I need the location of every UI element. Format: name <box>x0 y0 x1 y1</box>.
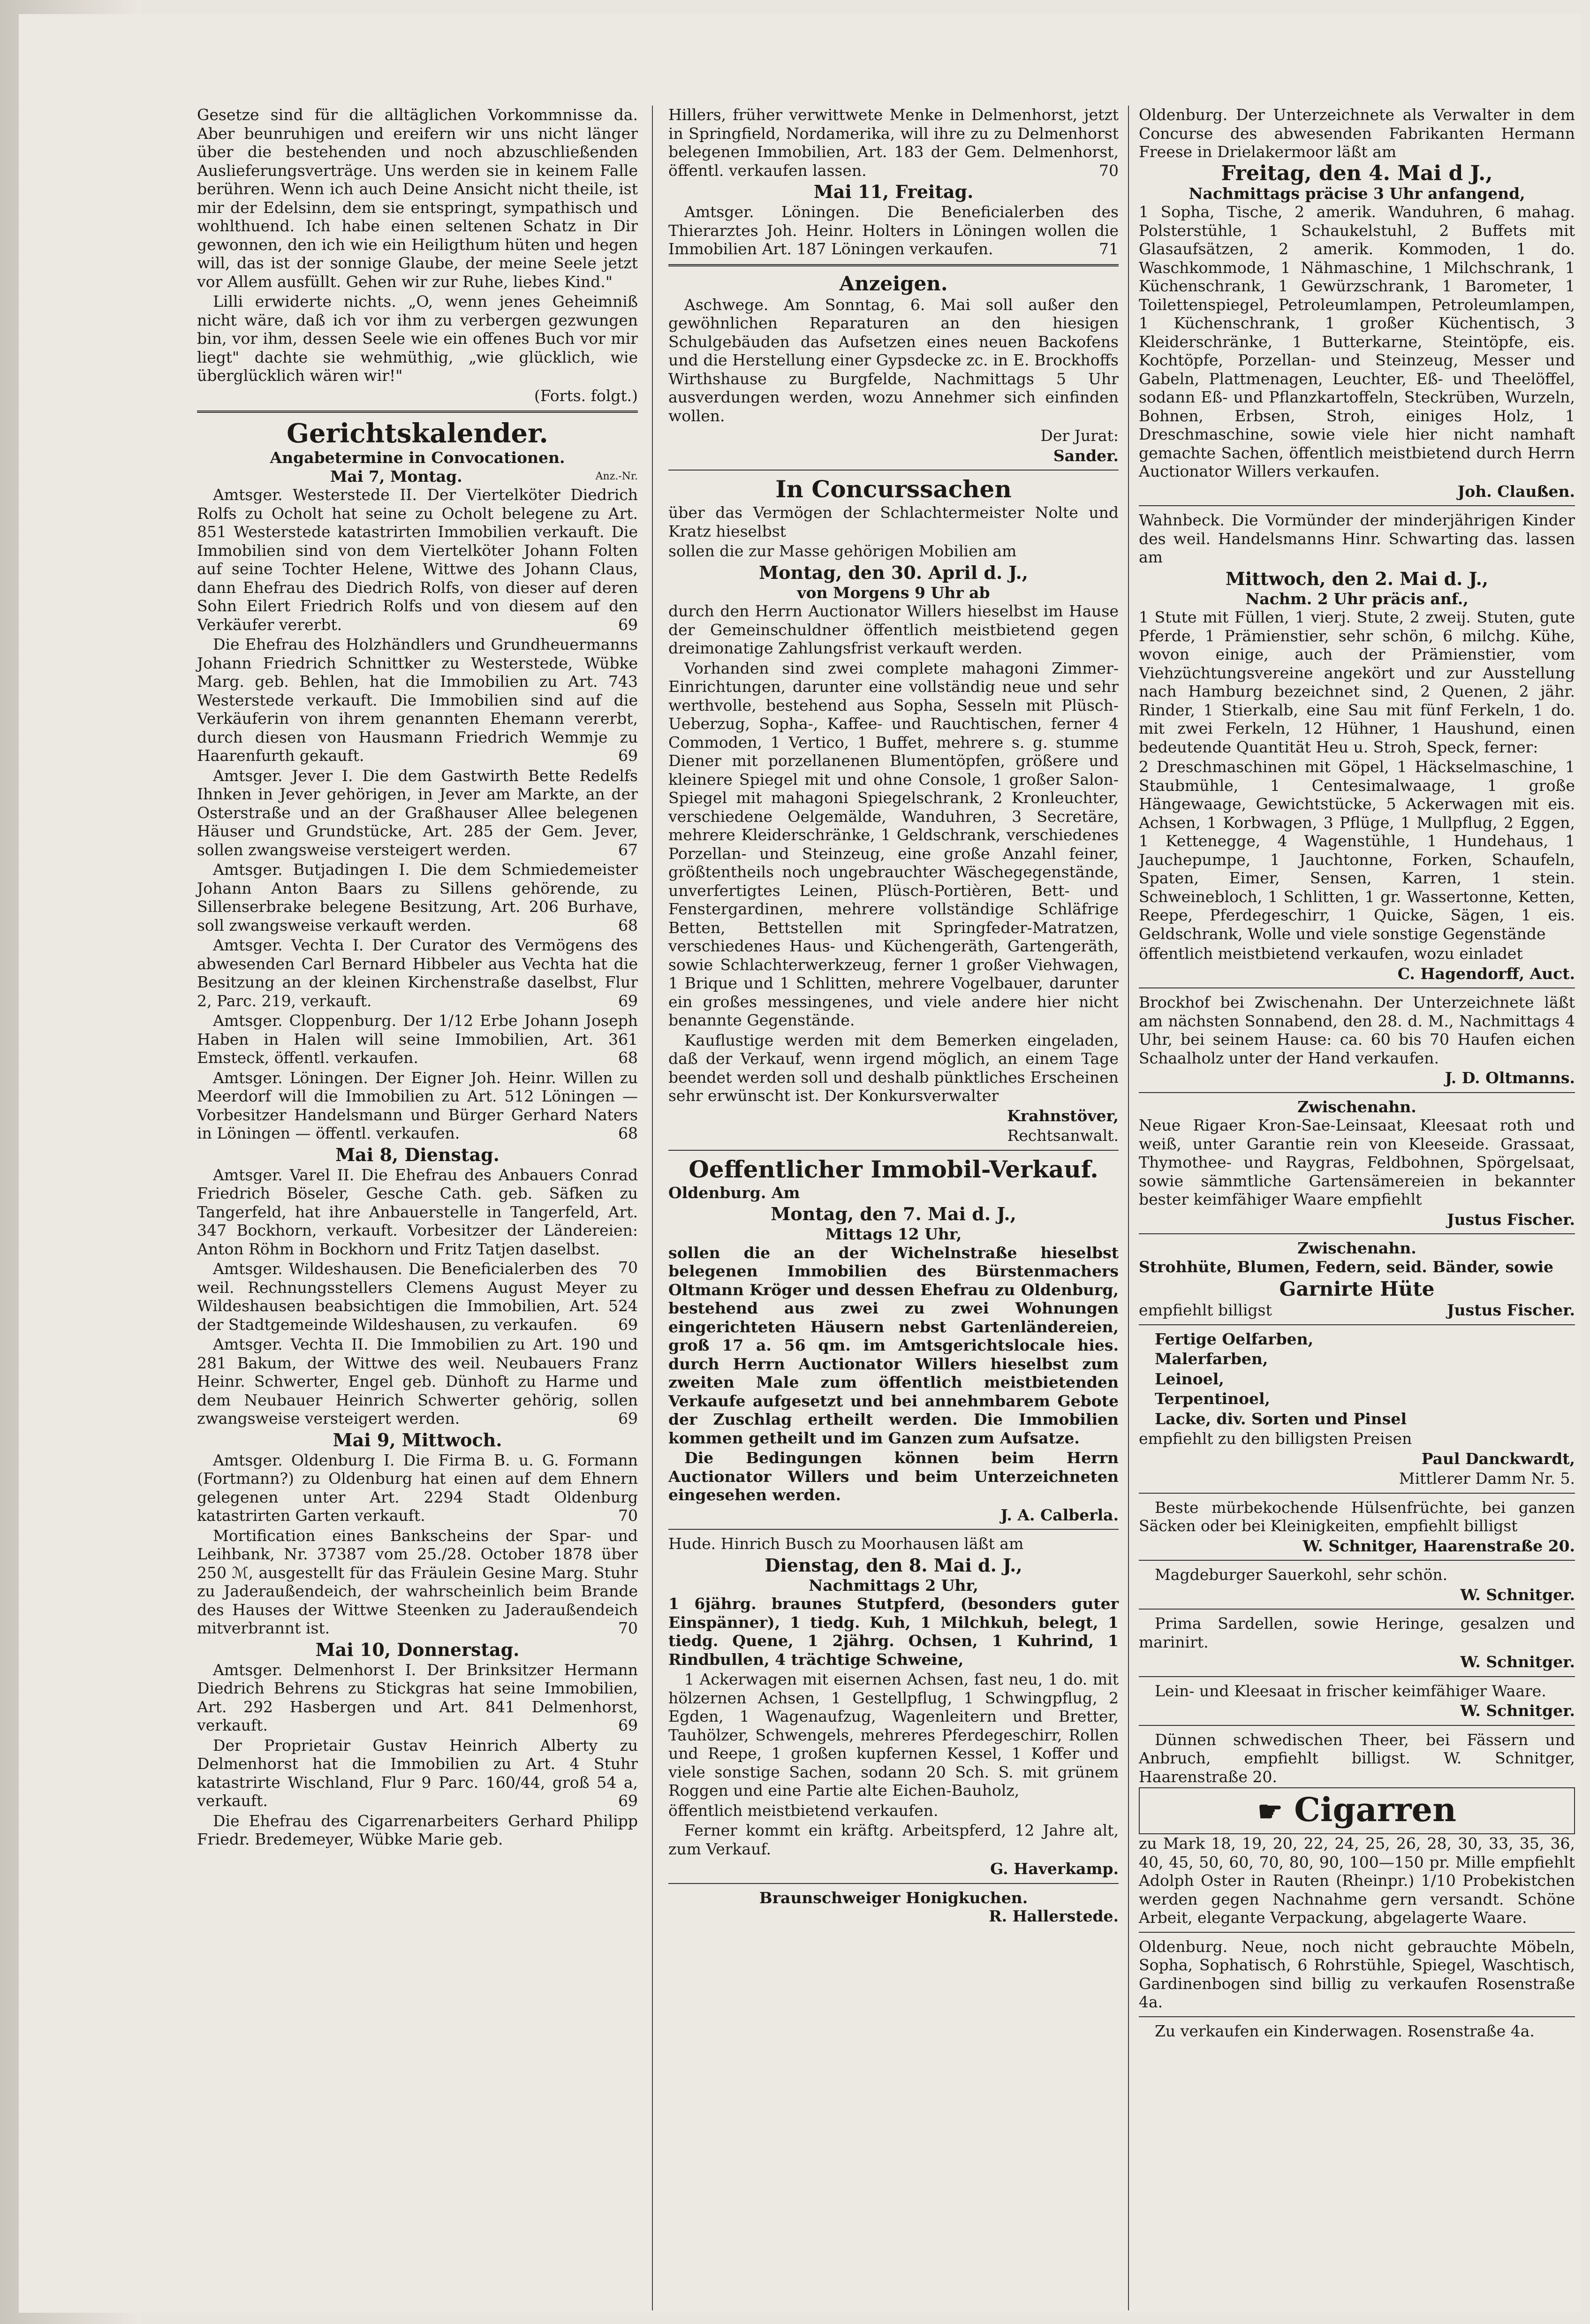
advert-text: durch den Herrn Auctionator Willers hieselbst im Hause der Gemeinschuldner öffentlich meistbietend gegen dreimonatige Zahlungsfrist verkauft werden. <box>668 602 1119 657</box>
divider <box>668 1883 1119 1884</box>
advert-text: Beste mürbekochende Hülsenfrüchte, bei ganzen Säcken oder bei Kleinigkeiten, empfiehlt billigst <box>1139 1498 1575 1535</box>
advert-text: 2 Dreschmaschinen mit Göpel, 1 Häckselmaschine, 1 Staubmühle, 1 Centesimalwaage, 1 große Hängewaage, Gewichtstücke, 5 Ackerwagen mit eis. Achsen, 1 Korbwagen, 3 Pflüge, 1 Mullpflug, 2 Eggen, 1 Kettenegge, 4 Wagenstühle, 1 Hundehaus, 1 Jauchepumpe, 1 Jauchtonne, Forken, Schaufeln, Spaten, Eimer, Sensen, Karren, 1 stein. Schweinebloch, 1 Schlitten, 1 gr. Wassertonne, Ketten, Reepe, Pferdegeschirr, 1 Quicke, Sägen, 1 eis. Geldschrank, Wolle und viele sonstige Gegenstände <box>1139 758 1575 943</box>
advert-line: Lacke, div. Sorten und Pinsel <box>1155 1409 1407 1428</box>
divider <box>1139 1609 1575 1610</box>
court-entry: Amtsger. Delmenhorst I. Der Brinksitzer Hermann Diedrich Behrens zu Stickgras hat seine Immobilien, Art. 292 Hasbergen und Art. 841 Delmenhorst, verkauft. 69 <box>197 1660 638 1734</box>
story-text: Gesetze sind für die alltäglichen Vorkommnisse da. Aber beunruhigen und ereifern wir uns nicht länger über die bestehenden und noch abzuschließenden Auslieferungsverträge. Uns werden sie in keinem Falle berühren. Wenn ich auch Deine Ansicht nicht theile, ist mir der Edelsinn, dem sie entspringt, sympathisch und wohlthuend. Ich habe einen seltenen Schatz in Dir gewonnen, den ich wie ein Heiligthum hüten und hegen will, das ist der sonnige Glaube, der meine Seele jetzt vor Allem ausfüllt. Gehen wir zur Ruhe, liebes Kind." <box>197 106 638 291</box>
divider <box>668 1150 1119 1151</box>
advert-text: Magdeburger Sauerkohl, sehr schön. <box>1155 1565 1448 1584</box>
advert-text: Zu verkaufen ein Kinderwagen. Rosenstraße 4a. <box>1155 2021 1535 2040</box>
section-title: Gerichtskalender. <box>287 418 548 449</box>
advert-title: Garnirte Hüte <box>1279 1277 1435 1300</box>
story-text: Lilli erwiderte nichts. „O, wenn jenes Geheimniß nicht wäre, daß ich vor ihm zu verbergen gezwungen bin, vor ihm, dessen Seele wie ein offenes Buch vor mir liegt" dachte sie wehmüthig, „wie glücklich, wie überglücklich wären wir!" <box>197 292 638 385</box>
advert-signature: J. D. Oltmanns. <box>1445 1069 1575 1087</box>
section-subtitle: Angabetermine in Convocationen. <box>270 448 565 467</box>
court-entry: Amtsger. Wildeshausen. Die Beneficialerben des weil. Rechnungsstellers Clemens August Meyer zu Wildeshausen beabsichtigen die Immobilien, Art. 524 der Stadtgemeinde Wildeshausen, zu verkaufen. 69 <box>197 1260 638 1334</box>
column-3 <box>1139 106 1575 2042</box>
divider <box>1139 1493 1575 1494</box>
advert-time: von Morgens 9 Uhr ab <box>797 583 990 602</box>
divider <box>1139 2016 1575 2017</box>
advert-text: Brockhof bei Zwischenahn. Der Unterzeichnete läßt am nächsten Sonnabend, den 28. d. M., Nachmittags 4 Uhr, bei seinem Hause: ca. 60 bis 70 Haufen eichen Schaalholz unter der Hand verkaufen. <box>1139 993 1575 1067</box>
cigar-ad-title: ☛ Cigarren <box>1139 1787 1575 1834</box>
court-entry: Mortification eines Bankscheins der Spar- und Leihbank, Nr. 37387 vom 25./28. October 1878 über 250 ℳ, ausgestellt für das Fräulein Gesine Marg. Stuhr zu Jaderaußendeich, der wahrscheinlich beim Brande des Hauses der Wittwe Steenken zu Jaderaußendeich mitverbrannt ist. 70 <box>197 1526 638 1637</box>
advert-date: Dienstag, den 8. Mai d. J., <box>765 1554 1022 1576</box>
column-rule-2 <box>1128 106 1129 2310</box>
advert-text: öffentlich meistbietend verkaufen. <box>668 1801 939 1820</box>
advert-text: Hude. Hinrich Busch zu Moorhausen läßt am <box>668 1534 1024 1553</box>
advert-text: Wahnbeck. Die Vormünder der minderjährigen Kinder des weil. Handelsmanns Hinr. Schwarting das. lassen am <box>1139 511 1575 566</box>
advert-text: Oldenburg. Neue, noch nicht gebrauchte Möbeln, Sopha, Sophatisch, 6 Rohrstühle, Spiegel, Waschtisch, Gardinenbogen sind billig zu verkaufen Rosenstraße 4a. <box>1139 1937 1575 2011</box>
advert-signature: R. Hallerstede. <box>989 1907 1119 1925</box>
advert-line: Fertige Oelfarben, <box>1155 1329 1314 1348</box>
divider <box>668 470 1119 471</box>
ads-title: Anzeigen. <box>839 272 948 295</box>
divider <box>1139 1233 1575 1234</box>
advert-signature: W. Schnitger. <box>1460 1653 1575 1671</box>
advert-time: Nachmittags 2 Uhr, <box>809 1576 978 1595</box>
advert-text: öffentlich meistbietend verkaufen, wozu einladet <box>1139 944 1523 963</box>
court-entry: Amtsger. Löningen. Die Beneficialerben des Thierarztes Joh. Heinr. Holters in Löningen wollen die Immobilien Art. 187 Löningen verkaufen. 71 <box>668 203 1119 258</box>
advert-text: Vorhanden sind zwei complete mahagoni Zimmer-Einrichtungen, darunter eine vollständig neue und sehr werthvolle, bestehend aus Sopha, Sesseln mit Plüsch-Ueberzug, Sopha-, Kaffee- und Rauchtischen, ferner 4 Commoden, 1 Vertico, 1 Buffet, mehrere s. g. stumme Diener mit porzellanenen Blumentöpfen, größere und kleinere Spiegel mit und ohne Console, 1 großer Salon-Spiegel mit mahagoni Spiegelschrank, 2 Kronleuchter, verschiedene Oelgemälde, Wanduhren, 3 Secretäre, mehrere Kleiderschränke, 1 Geldschrank, verschiedenes Porzellan- und Steinzeug, eine große Anzahl feiner, größtentheils noch ungebrauchter Wäschegegenstände, unverfertigtes Leinen, Plüsch-Portièren, Bett- und Fenstergardinen, mehrere vollständige Schläfrige Betten, Bettstellen mit Springfeder-Matratzen, verschiedenes Haus- und Küchengeräth, Gartengeräth, sowie Schlachterwerkzeug, ferner 1 großer Viehwagen, 1 Brique und 1 Schlitten, mehrere Vogelbauer, darunter ein großes messingenes, und viele andere hier nicht benannte Gegenstände. <box>668 659 1119 1029</box>
advert-signature: W. Schnitger. <box>1460 1701 1575 1720</box>
advert-text: Strohhüte, Blumen, Federn, seid. Bänder, sowie <box>1139 1257 1554 1276</box>
divider <box>1139 1932 1575 1933</box>
advert-signature: W. Schnitger, Haarenstraße 20. <box>1302 1536 1575 1555</box>
court-entry: Amtsger. Varel II. Die Ehefrau des Anbauers Conrad Friedrich Böseler, Gesche Cath. geb. Säfken zu Tangerfeld, hat ihre Anbauerstelle in Tangerfeld, Art. 347 Bockhorn, verkauft. Vorbesitzer der Ländereien: Anton Röhm in Bockhorn und Fritz Tatjen daselbst. 70 <box>197 1165 638 1276</box>
advert-line: Terpentinoel, <box>1155 1390 1271 1408</box>
advert-text: 1 Sopha, Tische, 2 amerik. Wanduhren, 6 mahag. Polsterstühle, 1 Schaukelstuhl, 2 Buffets mit Glasaufsätzen, 2 amerik. Kommoden, 1 do. Waschkommode, 1 Nähmaschine, 1 Milchschrank, 1 Küchenschrank, 1 Gewürzschrank, 1 Barometer, 1 Toilettenspiegel, Petroleumlampen, Petroleumlampen, 1 Küchenschrank, 1 großer Küchentisch, 3 Kleiderschränke, 1 Butterkarne, Steintöpfe, eis. Kochtöpfe, Porzellan- und Steinzeug, Messer und Gabeln, Plattmenagen, Leuchter, Eß- und Theelöffel, sodann Eß- und Pflanzkartoffeln, Steckrüben, Wurzeln, Bohnen, Erbsen, Stroh, einiges Holz, 1 Dreschmaschine, sowie viele hier nicht namhaft gemachte Sachen, öffentlich meistbietend durch Herrn Auctionator Willers verkaufen. <box>1139 203 1575 480</box>
date-heading: Mai 11, Freitag. <box>813 181 974 202</box>
advert-text: Oldenburg. Am <box>668 1183 800 1202</box>
advert-text: Aschwege. Am Sonntag, 6. Mai soll außer den gewöhnlichen Reparaturen an den hiesigen Schulgebäuden das Aufsetzen eines neuen Backofens und die Herstellung einer Gypsdecke zc. in E. Brockhoffs Wirthshause zu Burgfelde, Nachmittags 5 Uhr ausverdungen werden, wozu Annehmer sich einfinden wollen. <box>668 295 1119 425</box>
court-entry: Die Ehefrau des Holzhändlers und Grundheuermanns Johann Friedrich Schnittker zu Westerstede, Wübke Marg. geb. Behlen, hat die Immobilien zu Art. 743 Westerstede verkauft. Die Immobilien sind auf die Verkäuferin von ihrem genannten Ehemann vererbt, durch diesen von Hausmann Friedrich Wemmje zu Haarenfurth gekauft. 69 <box>197 635 638 765</box>
advert-signature: W. Schnitger. <box>1460 1585 1575 1604</box>
divider <box>1139 505 1575 506</box>
advert-text: Oldenburg. Der Unterzeichnete als Verwalter in dem Concurse des abwesenden Fabrikanten Hermann Freese in Drielakermoor läßt am <box>1139 106 1575 161</box>
court-entry: Amtsger. Westerstede II. Der Viertelköter Diedrich Rolfs zu Ocholt hat seine zu Ocholt belegene zu Art. 851 Westerstede katastrirten Immobilien verkauft. Die Immobilien sind von dem Viertelköter Johann Folten auf seine Tochter Helene, Wittwe des Johann Claus, dann Ehefrau des Diedrich Rolfs, von dieser auf deren Sohn Eilert Friedrich Rolfs und von diesem auf den Verkäufer vererbt. 69 <box>197 486 638 634</box>
divider <box>1139 987 1575 988</box>
date-heading: Mai 7, Montag. Anz.-Nr. <box>330 467 638 486</box>
advert-date: Freitag, den 4. Mai d J., <box>1221 161 1493 185</box>
court-entry: Amtsger. Cloppenburg. Der 1/12 Erbe Johann Joseph Haben in Halen will seine Immobilien, Art. 361 Emsteck, öffentl. verkaufen. 68 <box>197 1011 638 1067</box>
date-heading: Mai 10, Donnerstag. <box>315 1639 520 1660</box>
continued-note: (Forts. folgt.) <box>534 386 638 405</box>
advert-signature: Rechtsanwalt. <box>1007 1126 1119 1145</box>
advert-text: empfiehlt billigst Justus Fischer. <box>1139 1301 1575 1319</box>
divider <box>197 410 638 413</box>
advert-line: Leinoel, <box>1155 1369 1224 1388</box>
advert-text: Kauflustige werden mit dem Bemerken eingeladen, daß der Verkauf, wenn irgend möglich, an einem Tage beendet werden soll und deshalb pünktliches Erscheinen sehr erwünscht ist. Der Konkursverwalter <box>668 1031 1119 1105</box>
court-entry: Amtsger. Vechta I. Der Curator des Vermögens des abwesenden Carl Bernard Hibbeler aus Vechta hat die Besitzung an der kleinen Kirchenstraße daselbst, Flur 2, Parc. 219, verkauft. 69 <box>197 936 638 1010</box>
advert-signature: Justus Fischer. <box>1447 1210 1575 1229</box>
divider <box>1139 1560 1575 1561</box>
date-heading: Mai 8, Dienstag. <box>335 1144 500 1165</box>
advert-text: empfiehlt zu den billigsten Preisen <box>1139 1429 1412 1448</box>
column-rule-1 <box>652 106 653 2310</box>
advert-signature: Krahnstöver, <box>1007 1106 1119 1125</box>
advert-text: 1 Ackerwagen mit eisernen Achsen, fast neu, 1 do. mit hölzernen Achsen, 1 Gestellpflug, 1 Schwingpflug, 2 Egden, 1 Wagenaufzug, Wagenleitern und Bretter, Tauhölzer, Schwengels, mehreres Pferdegeschirr, Rollen und Reepe, 1 großen kupfernen Kessel, 1 Koffer und viele sonstige Sachen, sodann 20 Sch. S. mit grünem Roggen und eine Partie alte Eichen-Bauholz, <box>668 1670 1119 1800</box>
advert-text: 1 Stute mit Füllen, 1 vierj. Stute, 2 zweij. Stuten, gute Pferde, 1 Prämienstier, sehr schön, 6 milchg. Kühe, wovon einige, auch der Prämienstier, vom Viehzüchtungsvereine angekört und zur Ausstellung nach Hamburg bezeichnet sind, 2 Quenen, 2 jähr. Rinder, 1 Stierkalb, eine Sau mit fünf Ferkeln, 1 do. mit zwei Ferkeln, 12 Hühner, 1 Haushund, einen bedeutende Quantität Heu u. Stroh, Speck, ferner: <box>1139 608 1575 756</box>
divider <box>1139 1092 1575 1093</box>
advert-heading: Zwischenahn. <box>1297 1239 1416 1257</box>
advert-text: Prima Sardellen, sowie Heringe, gesalzen und marinirt. <box>1139 1614 1575 1651</box>
advert-title: Braunschweiger Honigkuchen. <box>759 1888 1028 1907</box>
court-entry: Amtsger. Löningen. Der Eigner Joh. Heinr. Willen zu Meerdorf will die Immobilien zu Art. 512 Löningen — Vorbesitzer Handelsmann und Bürger Gerhard Naters in Löningen — öffentl. verkaufen. 68 <box>197 1068 638 1142</box>
advert-signature: J. A. Calberla. <box>1000 1505 1119 1524</box>
advert-title: Oeffentlicher Immobil-Verkauf. <box>689 1155 1098 1183</box>
advert-signature: Paul Danckwardt, <box>1421 1449 1575 1468</box>
advert-text: zu Mark 18, 19, 20, 22, 24, 25, 26, 28, 30, 33, 35, 36, 40, 45, 50, 60, 70, 80, 90, 100—150 pr. Mille empfiehlt Adolph Oster in Rauten (Rheinpr.) 1/10 Probekistchen werden gegen Nachnahme gern versandt. Schöne Arbeit, elegante Verpackung, abgelagerte Waare. <box>1139 1834 1575 1927</box>
advert-text: über das Vermögen der Schlachtermeister Nolte und Kratz hieselbst <box>668 503 1119 540</box>
advert-text: sollen die zur Masse gehörigen Mobilien am <box>668 542 1017 560</box>
advert-time: Nachm. 2 Uhr präcis anf., <box>1245 589 1469 608</box>
court-entry: Amtsger. Butjadingen I. Die dem Schmiedemeister Johann Anton Baars zu Sillens gehörende, zu Sillenserbrake belegene Besitzung, Art. 206 Burhave, soll zwangsweise verkauft werden. 68 <box>197 860 638 934</box>
court-entry: Amtsger. Jever I. Die dem Gastwirth Bette Redelfs Ihnken in Jever gehörigen, in Jever am Markte, an der Osterstraße und an der Graßhauser Allee belegenen Häuser und Grundstücke, Art. 285 der Gem. Jever, sollen zwangsweise versteigert werden. 67 <box>197 766 638 859</box>
column-2 <box>668 106 1119 1927</box>
advert-title: In Concurssachen <box>775 475 1012 503</box>
court-entry: Amtsger. Vechta II. Die Immobilien zu Art. 190 und 281 Bakum, der Wittwe des weil. Neubauers Franz Heinr. Schwerter, Engel geb. Dünhoft zu Harme und dem Neubauer Heinrich Schwerter gehörig, sollen zwangsweise versteigert werden. 69 <box>197 1335 638 1428</box>
court-entry: Der Proprietair Gustav Heinrich Alberty zu Delmenhorst hat die Immobilien zu Art. 4 Stuhr katastrirte Wischland, Flur 9 Parc. 160/44, groß 54 a, verkauft. 69 <box>197 1736 638 1810</box>
divider <box>1139 1324 1575 1325</box>
advert-signature: C. Hagendorff, Auct. <box>1397 964 1575 983</box>
column-1 <box>197 106 638 1850</box>
advert-text: Die Bedingungen können beim Herrn Auctionator Willers und beim Unterzeichneten eingesehen werden. <box>668 1449 1119 1504</box>
advert-text: sollen die an der Wichelnstraße hieselbst belegenen Immobilien des Bürstenmachers Oltmann Kröger und dessen Ehefrau zu Oldenburg, bestehend aus zwei zu zwei Wohnungen eingerichteten Häusern nebst Gartenländereien, groß 17 a. 56 qm. im Amtsgerichtslocale hies. durch Herrn Auctionator Willers hieselbst zum zweiten Male zum öffentlich meistbietenden Verkaufe aufgesetzt und bei annehmbarem Gebote der Zuschlag ertheilt werden. Die Immobilien kommen getheilt und im Ganzen zum Aufsatze. <box>668 1243 1119 1447</box>
court-entry: Hillers, früher verwittwete Menke in Delmenhorst, jetzt in Springfield, Nordamerika, will ihre zu zu Delmenhorst belegenen Immobilien, Art. 183 der Gem. Delmenhorst, öffentl. verkaufen lassen. 70 <box>668 106 1119 180</box>
pointing-hand-icon: ☛ <box>1257 1795 1283 1828</box>
advert-text: 1 6jährg. braunes Stutpferd, (besonders guter Einspänner), 1 tiedg. Kuh, 1 Milchkuh, belegt, 1 tiedg. Quene, 1 2jährg. Ochsen, 1 Kuhrind, 1 Rindbullen, 4 trächtige Schweine, <box>668 1595 1119 1669</box>
advert-signature: G. Haverkamp. <box>990 1860 1119 1878</box>
advert-signature: Sander. <box>1053 446 1119 465</box>
advert-text: Ferner kommt ein kräftg. Arbeitspferd, 12 Jahre alt, zum Verkauf. <box>668 1821 1119 1858</box>
advert-text: Dünnen schwedischen Theer, bei Fässern und Anbruch, empfiehlt billigst. W. Schnitger, Haarenstraße 20. <box>1139 1730 1575 1786</box>
advert-signature: Mittlerer Damm Nr. 5. <box>1399 1469 1575 1488</box>
divider <box>1139 1725 1575 1726</box>
advert-signature: Joh. Claußen. <box>1457 482 1575 501</box>
divider <box>668 1529 1119 1530</box>
date-heading: Mai 9, Mittwoch. <box>333 1429 502 1451</box>
advert-heading: Zwischenahn. <box>1297 1097 1416 1116</box>
court-entry: Die Ehefrau des Cigarrenarbeiters Gerhard Philipp Friedr. Bredemeyer, Wübke Marie geb. <box>197 1811 638 1848</box>
advert-time: Nachmittags präcise 3 Uhr anfangend, <box>1189 184 1525 203</box>
divider <box>1139 1676 1575 1677</box>
advert-date: Mittwoch, den 2. Mai d. J., <box>1225 568 1489 589</box>
divider <box>668 264 1119 266</box>
advert-time: Mittags 12 Uhr, <box>825 1225 962 1243</box>
advert-date: Montag, den 30. April d. J., <box>759 562 1028 583</box>
court-entry: Amtsger. Oldenburg I. Die Firma B. u. G. Formann (Fortmann?) zu Oldenburg hat einen auf dem Ehnern gelegenen unter Art. 2294 Stadt Oldenburg katastrirten Garten verkauft. 70 <box>197 1451 638 1525</box>
advert-text: Neue Rigaer Kron-Sae-Leinsaat, Kleesaat roth und weiß, unter Garantie rein von Kleeseide. Grassaat, Thymothee- und Raygras, Feldbohnen, Spörgelsaat, sowie sämmtliche Gartensämereien in bekannter bester keimfähiger Waare empfiehlt <box>1139 1116 1575 1208</box>
advert-text: Lein- und Kleesaat in frischer keimfähiger Waare. <box>1155 1681 1546 1700</box>
advert-signature: Der Jurat: <box>1040 426 1119 445</box>
advert-date: Montag, den 7. Mai d. J., <box>771 1203 1016 1224</box>
advert-line: Malerfarben, <box>1155 1350 1268 1368</box>
